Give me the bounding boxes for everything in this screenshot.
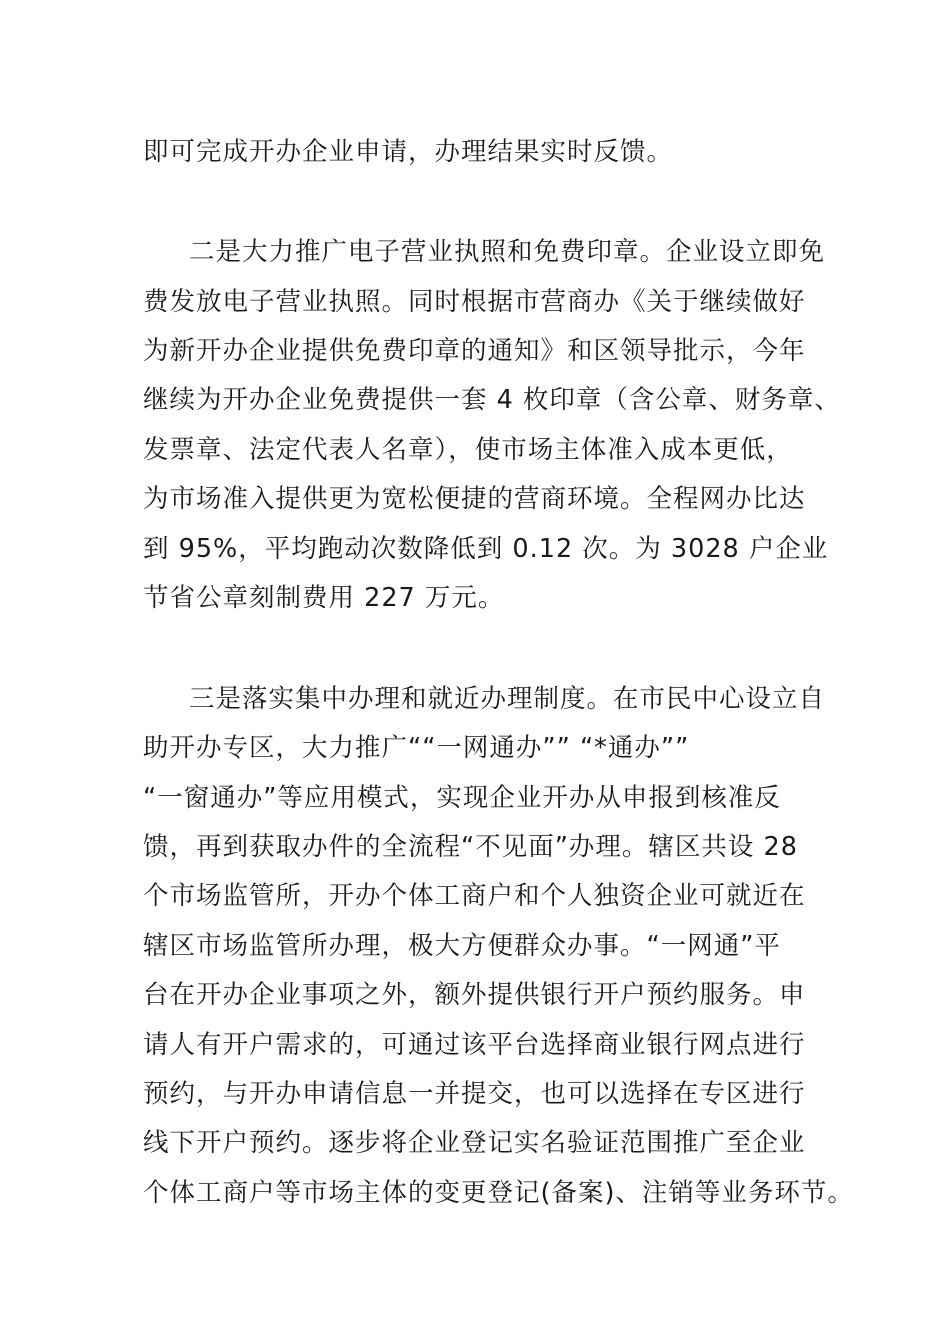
paragraph-3-line-10: 线下开户预约。逐步将企业登记实名验证范围推广至企业 xyxy=(143,1128,806,1158)
paragraph-3-line-6: 辖区市场监管所办理，极大方便群众办事。“一网通”平 xyxy=(143,931,781,961)
paragraph-3-line-11: 个体工商户等市场主体的变更登记(备案)、注销等业务环节。 xyxy=(143,1178,854,1208)
paragraph-2-line-8: 节省公章刻制费用 227 万元。 xyxy=(143,583,505,613)
paragraph-3-line-3: “一窗通办”等应用模式，实现企业开办从申报到核准反 xyxy=(143,783,781,813)
paragraph-1-line-1: 即可完成开办企业申请，办理结果实时反馈。 xyxy=(143,137,674,167)
paragraph-3-line-7: 台在开办企业事项之外，额外提供银行开户预约服务。申 xyxy=(143,980,806,1010)
paragraph-2-line-4: 继续为开办企业免费提供一套 4 枚印章（含公章、财务章、 xyxy=(143,385,841,415)
paragraph-2-line-7: 到 95%，平均跑动次数降低到 0.12 次。为 3028 户企业 xyxy=(143,534,829,564)
paragraph-2-line-1: 二是大力推广电子营业执照和免费印章。企业设立即免 xyxy=(189,237,826,267)
paragraph-2-line-6: 为市场准入提供更为宽松便捷的营商环境。全程网办比达 xyxy=(143,484,806,514)
paragraph-3-line-5: 个市场监管所，开办个体工商户和个人独资企业可就近在 xyxy=(143,881,806,911)
paragraph-3-line-1: 三是落实集中办理和就近办理制度。在市民中心设立自 xyxy=(189,684,826,714)
paragraph-3-line-9: 预约，与开办申请信息一并提交，也可以选择在专区进行 xyxy=(143,1079,806,1109)
paragraph-2-line-5: 发票章、法定代表人名章），使市场主体准入成本更低， xyxy=(143,435,793,465)
paragraph-3-line-8: 请人有开户需求的，可通过该平台选择商业银行网点进行 xyxy=(143,1030,806,1060)
paragraph-3-line-4: 馈，再到获取办件的全流程“不见面”办理。辖区共设 28 xyxy=(143,832,798,862)
paragraph-2-line-3: 为新开办企业提供免费印章的通知》和区领导批示，今年 xyxy=(143,336,806,366)
paragraph-2-line-2: 费发放电子营业执照。同时根据市营商办《关于继续做好 xyxy=(143,287,806,317)
paragraph-3-line-2: 助开办专区，大力推广““一网通办”” “*通办”” xyxy=(143,733,690,763)
